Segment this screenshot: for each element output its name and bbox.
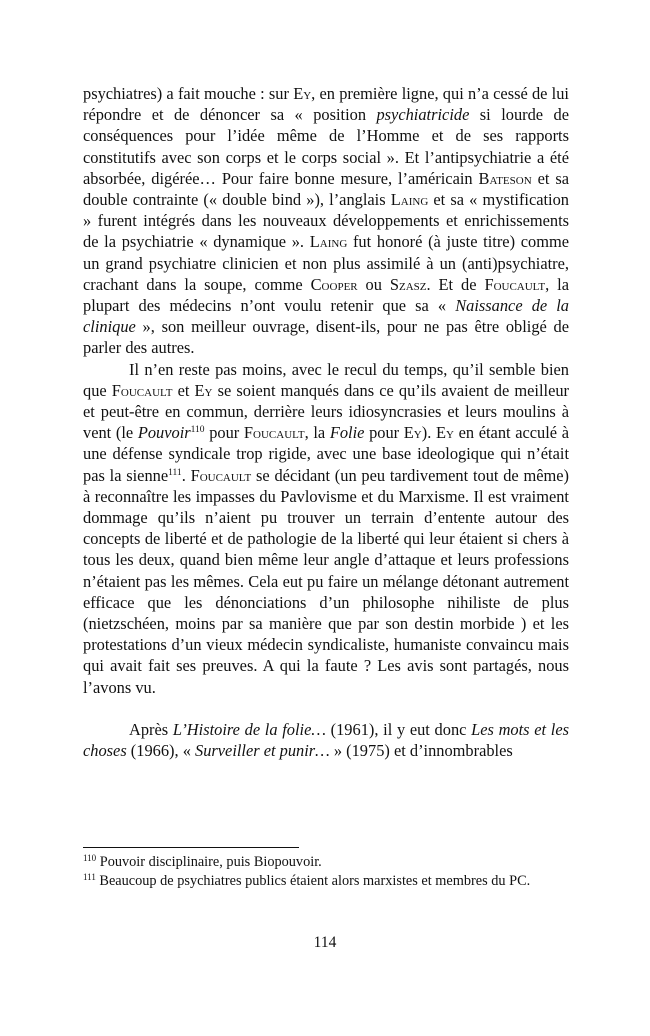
footnote-number: 110 bbox=[83, 853, 97, 863]
text-run: (1966), « bbox=[126, 741, 195, 761]
text-run: , la plupart des médecins n’ont voulu retenir que sa « bbox=[83, 274, 569, 316]
author-name: Foucault bbox=[190, 465, 252, 485]
author-name: Ey bbox=[435, 423, 454, 443]
main-text bbox=[83, 83, 569, 761]
text-run: Il n’en reste pas moins, avec le recul du temps, qu’il semble bien que bbox=[83, 359, 569, 400]
italic-term: Pouvoir bbox=[137, 423, 191, 443]
footnote-111 bbox=[83, 872, 569, 891]
author-name: Ey bbox=[403, 423, 422, 443]
footnote-text: Beaucoup de psychiatres publics étaient alors marxistes et membres du PC. bbox=[95, 873, 531, 889]
italic-term: psychiatricide bbox=[376, 105, 470, 125]
footnote-separator bbox=[83, 847, 299, 848]
italic-term: Folie bbox=[329, 423, 365, 443]
text-run: psychiatres) a fait mouche : sur bbox=[83, 84, 294, 103]
author-name: Foucault bbox=[111, 380, 173, 400]
book-title: Surveiller et punir… bbox=[195, 741, 330, 761]
author-name: Szasz bbox=[389, 274, 427, 294]
text-run: se décidant (un peu tardivement tout de même) à reconnaître les impasses du Pavlovisme et du Marxisme. Il est vraiment dommage qu’ils n’aient pu trouver un terrain d’entente autour des concepts de liberté et de pathologie de la liberté qui leur étaient si chers à tous les deux, quand bien même leur angle d’attaque et leurs professions n’étaient pas les mêmes. Cela eut pu faire un mélange détonant autrement efficace que les dénonciations d’un philosophe nihiliste de plus (nietzschéen, moins par sa manière que par son destin morbide ) et les protestations d’un vieux médecin syndicaliste, humaniste convaincu mais qui avait fait ses preuves. A qui la faute ? Les avis sont partagés, nous l’avons vu. bbox=[83, 465, 569, 697]
text-run: et bbox=[172, 380, 195, 400]
footnote-ref-110[interactable]: 110 bbox=[190, 425, 205, 436]
footnote-number: 111 bbox=[83, 872, 96, 882]
text-run: fut honoré (à juste titre) comme un grand psychiatre clinicien et non plus assimilé à un (anti)psychiatre, crachant dans la soupe, comme bbox=[83, 232, 569, 294]
author-name: Cooper bbox=[310, 274, 358, 294]
text-run: (1961), il y eut donc bbox=[325, 719, 472, 739]
text-run: , la bbox=[304, 423, 330, 443]
author-name: Bateson bbox=[478, 168, 532, 188]
author-name: Ey bbox=[293, 84, 312, 103]
text-run: Après bbox=[129, 719, 173, 739]
text-run: en étant acculé à une défense syndicale trop rigide, avec une base ideologique qui n’était pas la sienne bbox=[83, 423, 570, 485]
text-run: et sa double contrainte (« double bind »), l’anglais bbox=[83, 168, 569, 210]
footnote-110 bbox=[83, 853, 569, 872]
author-name: Foucault bbox=[484, 274, 546, 294]
text-run: , en première ligne, qui n’a cessé de lui répondre et de dénoncer sa « position bbox=[83, 84, 569, 125]
text-run: pour bbox=[364, 423, 404, 443]
text-run: si lourde de conséquences pour l’idée même de l’Homme et de ses rapports constitutifs avec son corps et le corps social ». Et l’antipsychiatrie a été absorbée, digérée… Pour faire bonne mesure, l’américain bbox=[83, 105, 569, 188]
footnote-text: Pouvoir disciplinaire, puis Biopouvoir. bbox=[96, 854, 322, 870]
book-title: Les mots et les choses bbox=[83, 719, 569, 761]
footnote-ref-111[interactable]: 111 bbox=[168, 467, 182, 478]
footnotes bbox=[83, 853, 569, 891]
text-run: ). bbox=[421, 423, 436, 443]
text-run: » (1975) et d’innombrables bbox=[329, 741, 513, 761]
page-number: 114 bbox=[313, 934, 337, 951]
paragraph-2 bbox=[83, 359, 569, 698]
author-name: Laing bbox=[390, 190, 429, 210]
text-run: pour bbox=[204, 423, 244, 443]
paragraph-3 bbox=[83, 719, 569, 761]
paragraph-spacer bbox=[83, 698, 569, 719]
text-run: . Et de bbox=[426, 274, 485, 294]
author-name: Ey bbox=[194, 380, 213, 400]
author-name: Laing bbox=[309, 232, 348, 252]
paragraph-1 bbox=[83, 83, 569, 359]
author-name: Foucault bbox=[243, 423, 305, 443]
text-run: . bbox=[181, 465, 191, 485]
book-title: Naissance de la clinique bbox=[83, 296, 569, 337]
text-run: et sa « mystification » furent intégrés dans les nouveaux développements et enrichissements de la psychiatrie « dynamique ». bbox=[83, 190, 570, 252]
text-run: se soient manqués dans ce qu’ils avaient de meilleur et peut-être en commun, derrière leurs idiosyncrasies et leurs moulins à vent (le bbox=[83, 380, 569, 443]
text-run: ou bbox=[357, 274, 390, 294]
text-run: », son meilleur ouvrage, disent-ils, pour ne pas être obligé de parler des autres. bbox=[83, 317, 569, 358]
book-title: L’Histoire de la folie… bbox=[172, 719, 326, 739]
